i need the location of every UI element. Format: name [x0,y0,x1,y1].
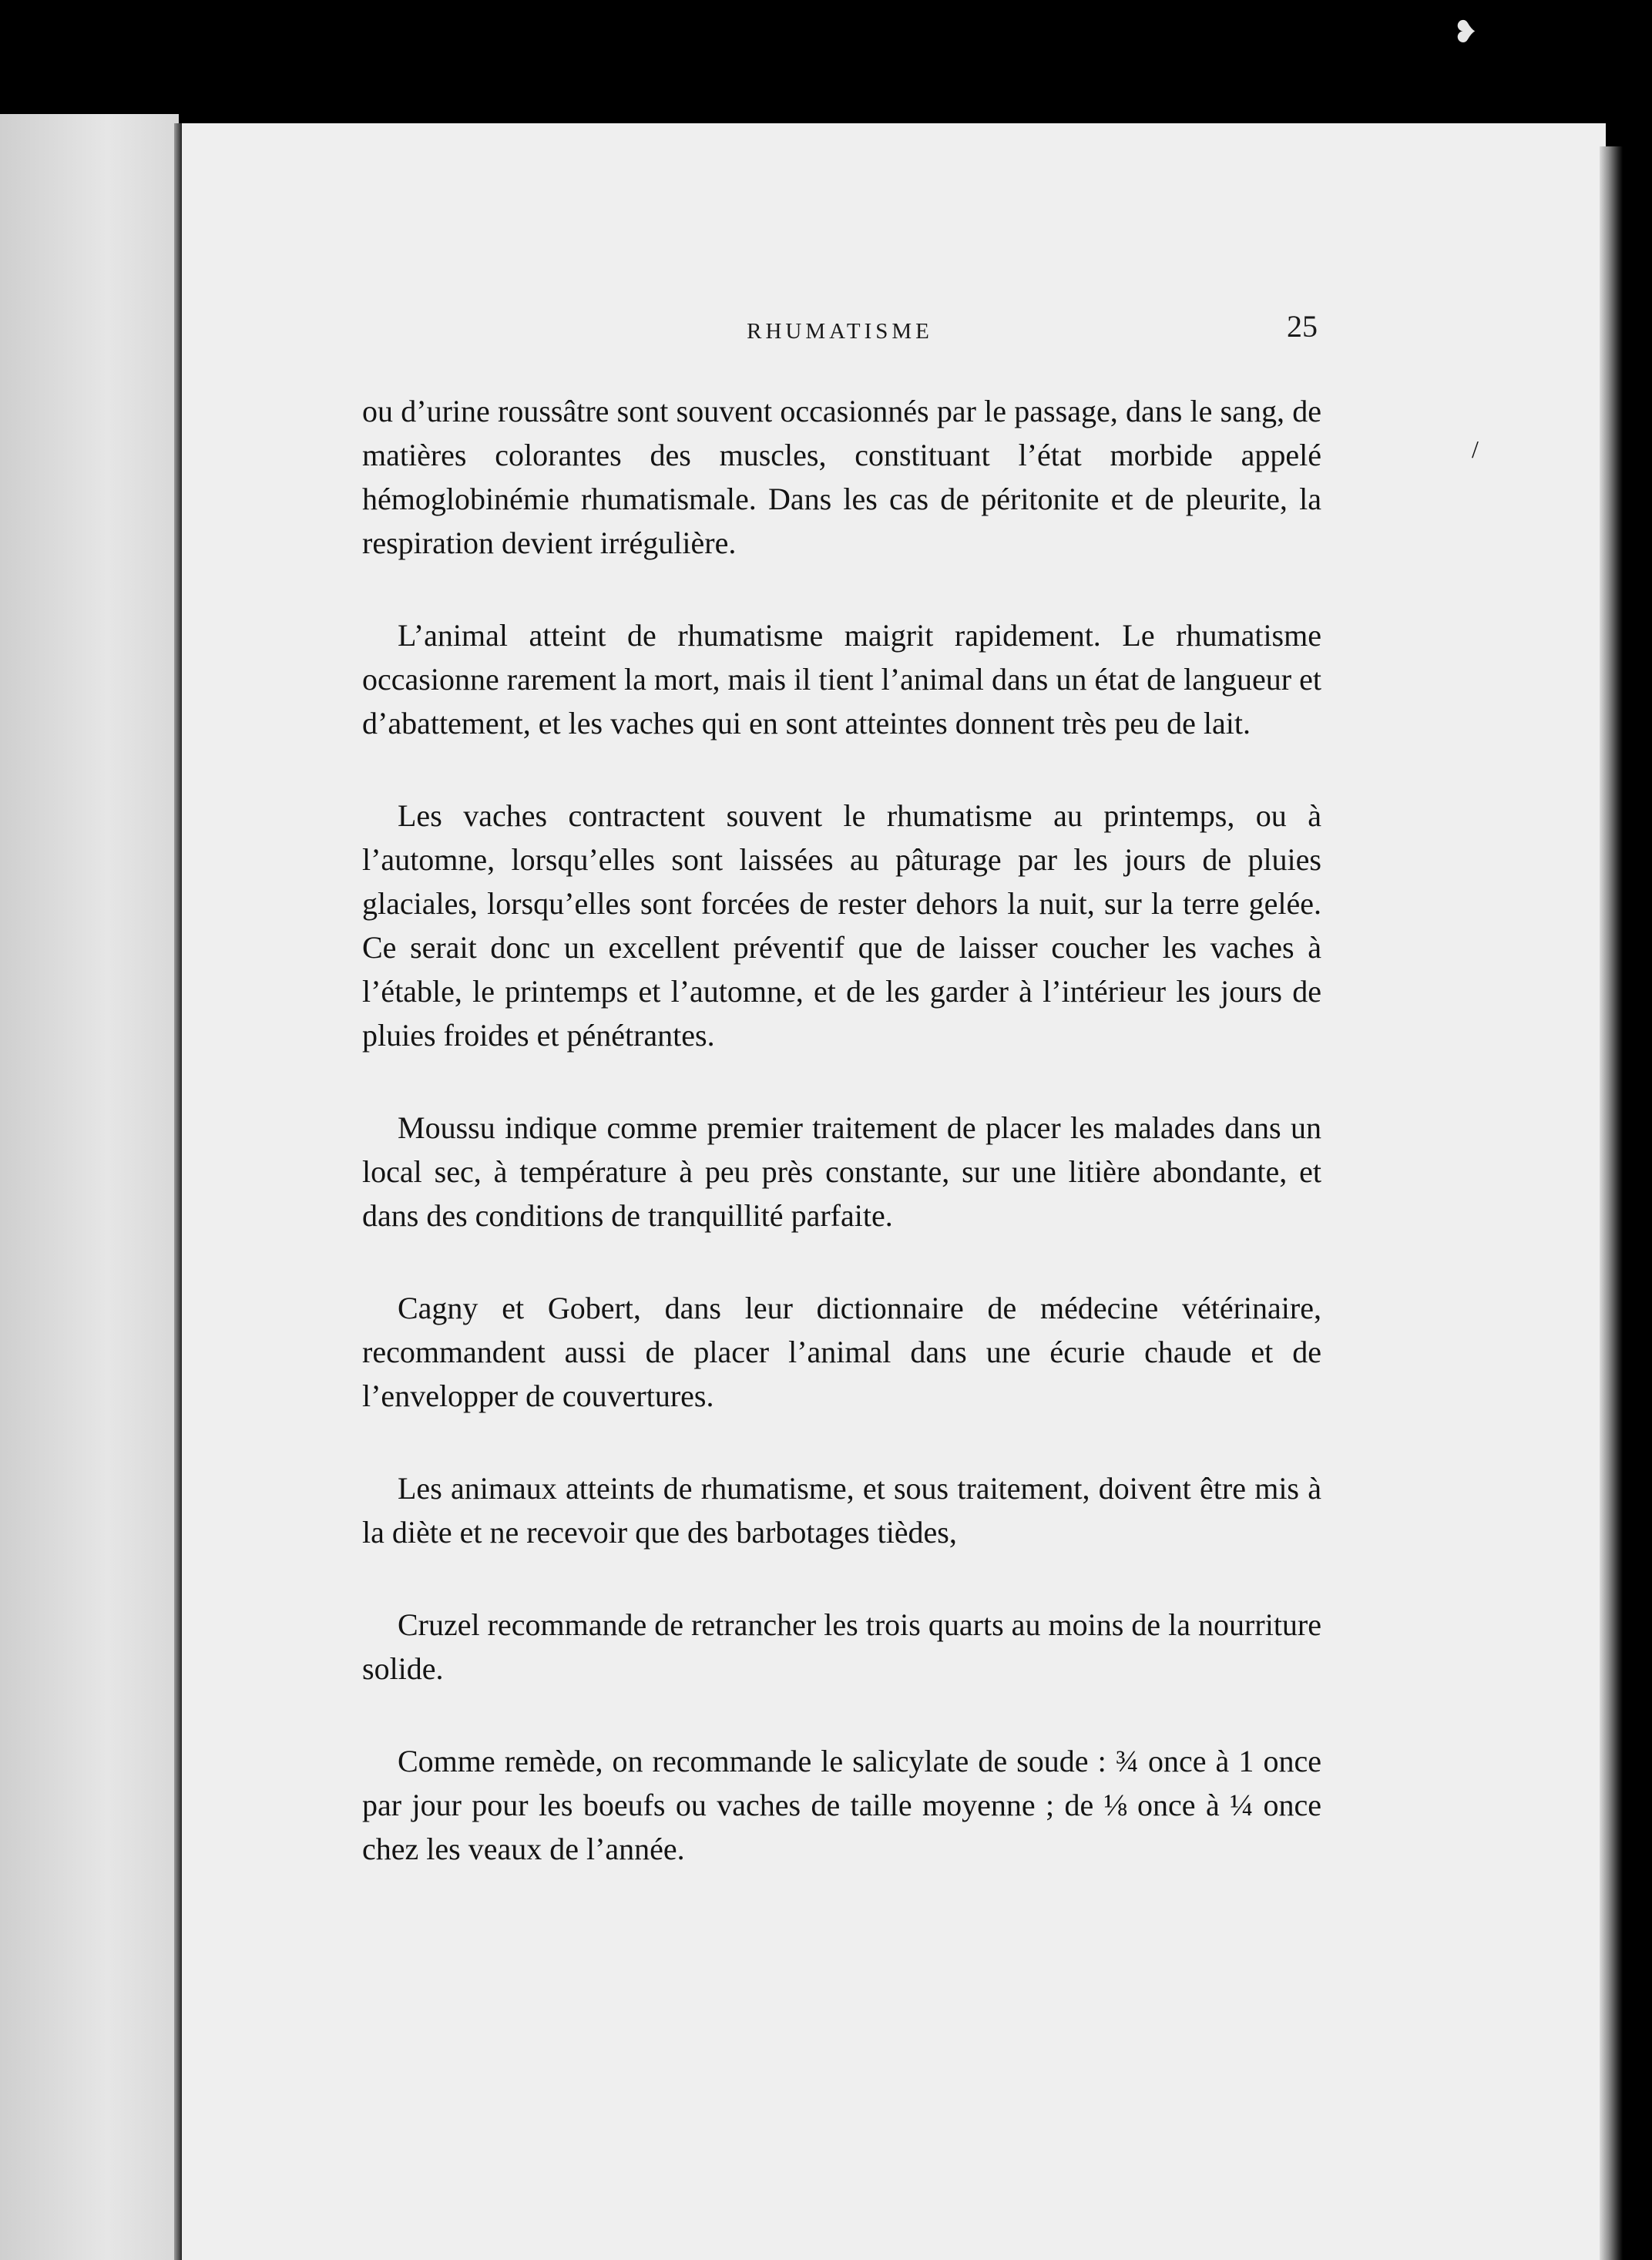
corner-mark-icon: ❥ [1452,15,1479,49]
body-text [362,389,1321,1919]
paragraph-5: Cagny et Gobert, dans leur dictionnaire de médecine vétérinaire, recommandent aussi de placer l’animal dans une écurie chaude et de l’envelopper de couvertures. [362,1291,1321,1413]
paragraph-6: Les animaux atteints de rhumatisme, et sous traitement, doivent être mis à la diète et ne recevoir que des barbotages tièdes, [362,1471,1321,1550]
paragraph-7: Cruzel recommande de retrancher les trois quarts au moins de la nourriture solide. [362,1607,1321,1686]
paragraph-3: Les vaches contractent souvent le rhumatisme au printemps, ou à l’automne, lorsqu’elles sont laissées au pâturage par les jours de pluies glaciales, lorsqu’elles sont forcées de rester dehors la nuit, sur la terre gelée. Ce serait donc un excellent préventif que de laisser coucher les vaches à l’étable, le printemps et l’automne, et de les garder à l’intérieur les jours de pluies froides et pénétrantes. [362,798,1321,1053]
margin-mark: / [1472,435,1479,463]
page-right-edge [1600,146,1623,2260]
paragraph-8: Comme remède, on recommande le salicylate de soude : ¾ once à 1 once par jour pour les boeufs ou vaches de taille moyenne ; de ⅛ once à ¼ once chez les veaux de l’année. [362,1744,1321,1866]
page-number: 25 [1287,309,1318,344]
running-head: RHUMATISME [747,319,933,344]
left-page-edge [0,114,179,2260]
paragraph-1: ou d’urine roussâtre sont souvent occasionnés par le passage, dans le sang, de matières colorantes des muscles, constituant l’état morbide appelé hémoglobinémie rhumatismale. Dans les cas de péritonite et de pleurite, la respiration devient irrégulière. [362,394,1321,560]
paragraph-2: L’animal atteint de rhumatisme maigrit rapidement. Le rhumatisme occasionne rarement la mort, mais il tient l’animal dans un état de langueur et d’abattement, et les vaches qui en sont atteintes donnent très peu de lait. [362,618,1321,740]
book-gutter [174,123,182,2260]
page-header [362,308,1318,354]
paragraph-4: Moussu indique comme premier traitement de placer les malades dans un local sec, à température à peu près constante, sur une litière abondante, et dans des conditions de tranquillité parfaite. [362,1110,1321,1233]
